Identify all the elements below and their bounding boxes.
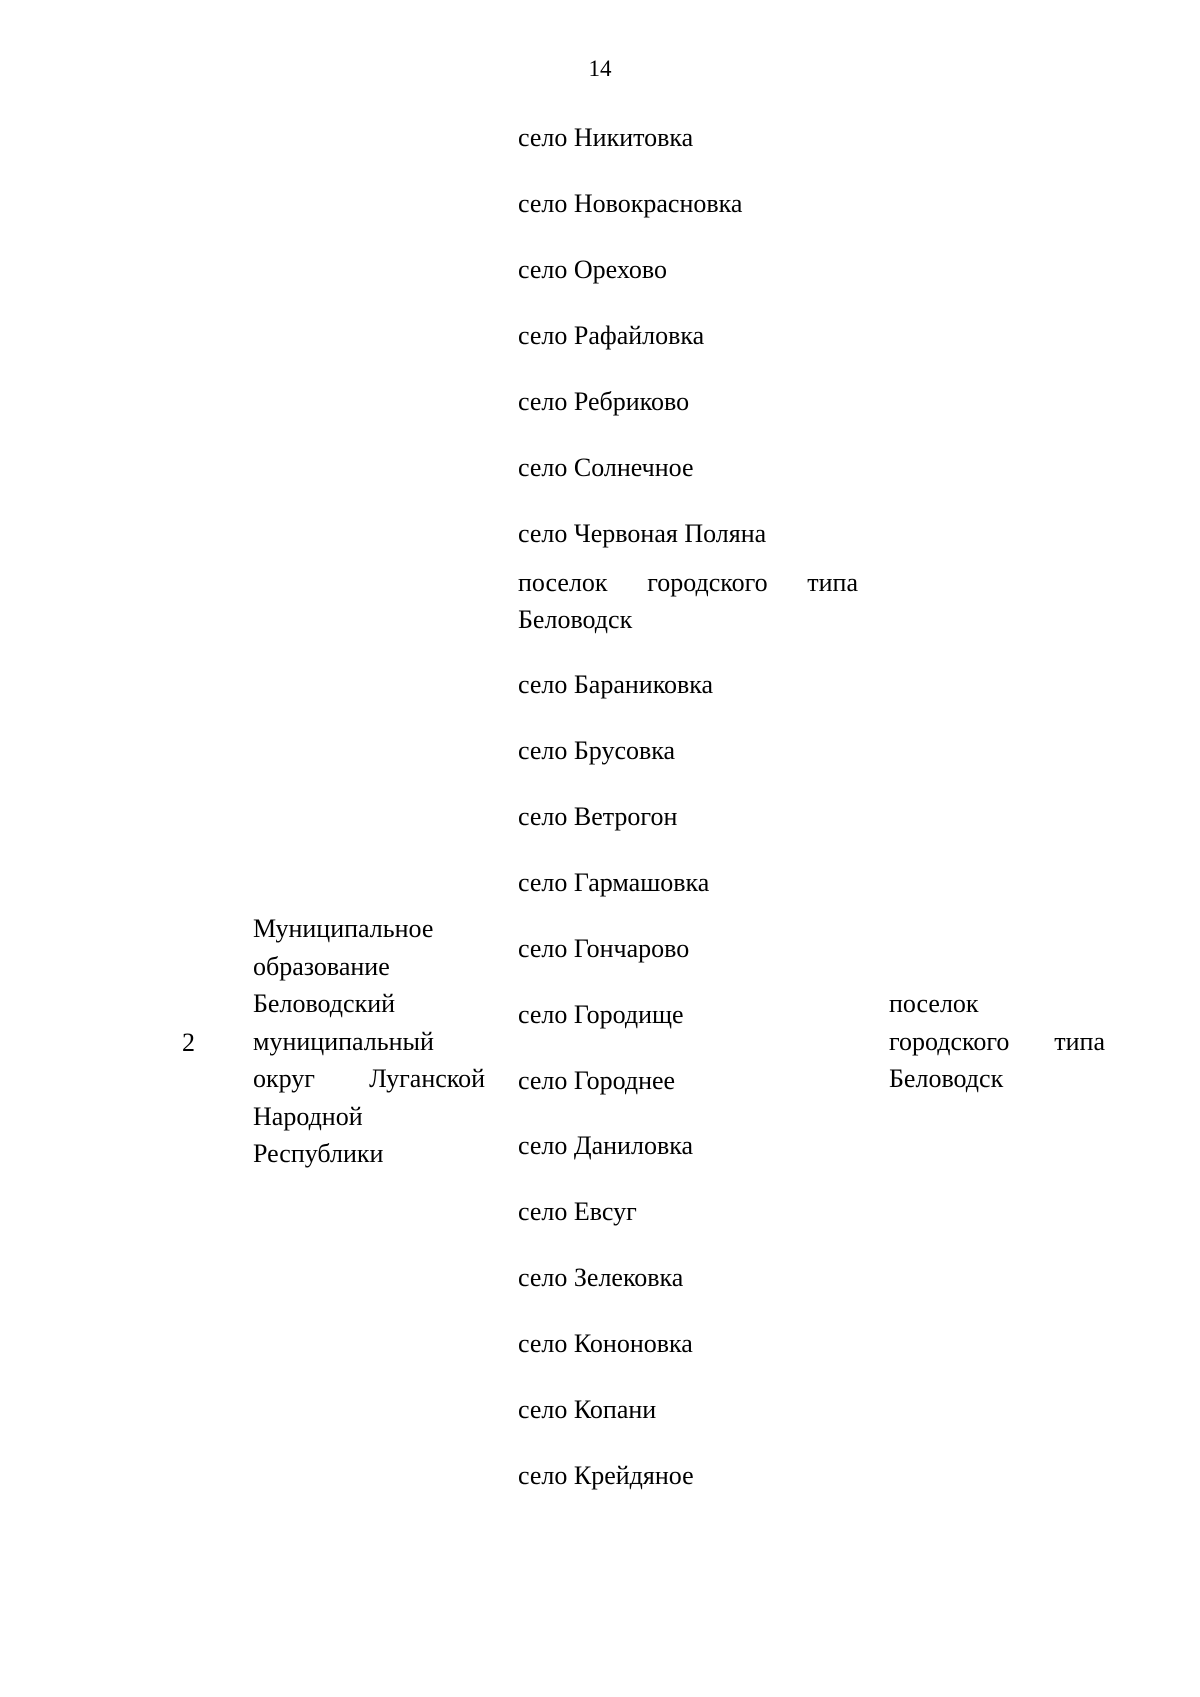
- settlement-item: село Крейдяное: [518, 1461, 694, 1490]
- settlement-item: село Зелековка: [518, 1263, 684, 1292]
- settlement-item: село Никитовка: [518, 123, 694, 152]
- entity-name-line: Республики: [253, 1139, 384, 1168]
- settlement-item: село Евсуг: [518, 1197, 637, 1226]
- settlement-item: село Брусовка: [518, 736, 676, 765]
- settlement-item: село Червоная Поляна: [518, 519, 767, 548]
- entity-name-line: муниципальный: [253, 1026, 434, 1056]
- entity-name-line: Муниципальное: [253, 914, 434, 943]
- settlement-item: поселок городского типа Беловодск: [518, 568, 858, 634]
- row-number: 2: [182, 1028, 195, 1057]
- settlement-item: село Гончарово: [518, 934, 690, 963]
- settlement-item: село Городище: [518, 1000, 684, 1029]
- settlement-item: село Ребриково: [518, 387, 690, 416]
- entity-name-line: образование: [253, 951, 390, 981]
- municipal-entity-name: [253, 910, 485, 1173]
- entity-name-line: округ Луганской: [253, 1064, 485, 1093]
- settlement-item: село Городнее: [518, 1066, 676, 1095]
- settlement-item: село Кононовка: [518, 1329, 693, 1358]
- center-name-line: городского типа: [889, 1026, 1105, 1056]
- settlement-item: село Орехово: [518, 255, 667, 284]
- center-name-line: поселок: [889, 989, 979, 1018]
- center-name-line: Беловодск: [889, 1064, 1004, 1093]
- settlement-item: село Даниловка: [518, 1131, 694, 1160]
- settlement-item: село Солнечное: [518, 453, 694, 482]
- settlement-item: село Гармашовка: [518, 868, 710, 897]
- settlement-item: село Ветрогон: [518, 802, 678, 831]
- entity-name-line: Народной: [253, 1101, 363, 1131]
- settlement-item: село Бараниковка: [518, 670, 714, 699]
- settlement-item: село Новокрасновка: [518, 189, 743, 218]
- entity-name-line: Беловодский: [253, 989, 396, 1018]
- page-number: 14: [588, 56, 612, 81]
- administrative-center: [889, 985, 1105, 1098]
- settlement-item: село Рафайловка: [518, 321, 705, 350]
- settlement-item: село Копани: [518, 1395, 657, 1424]
